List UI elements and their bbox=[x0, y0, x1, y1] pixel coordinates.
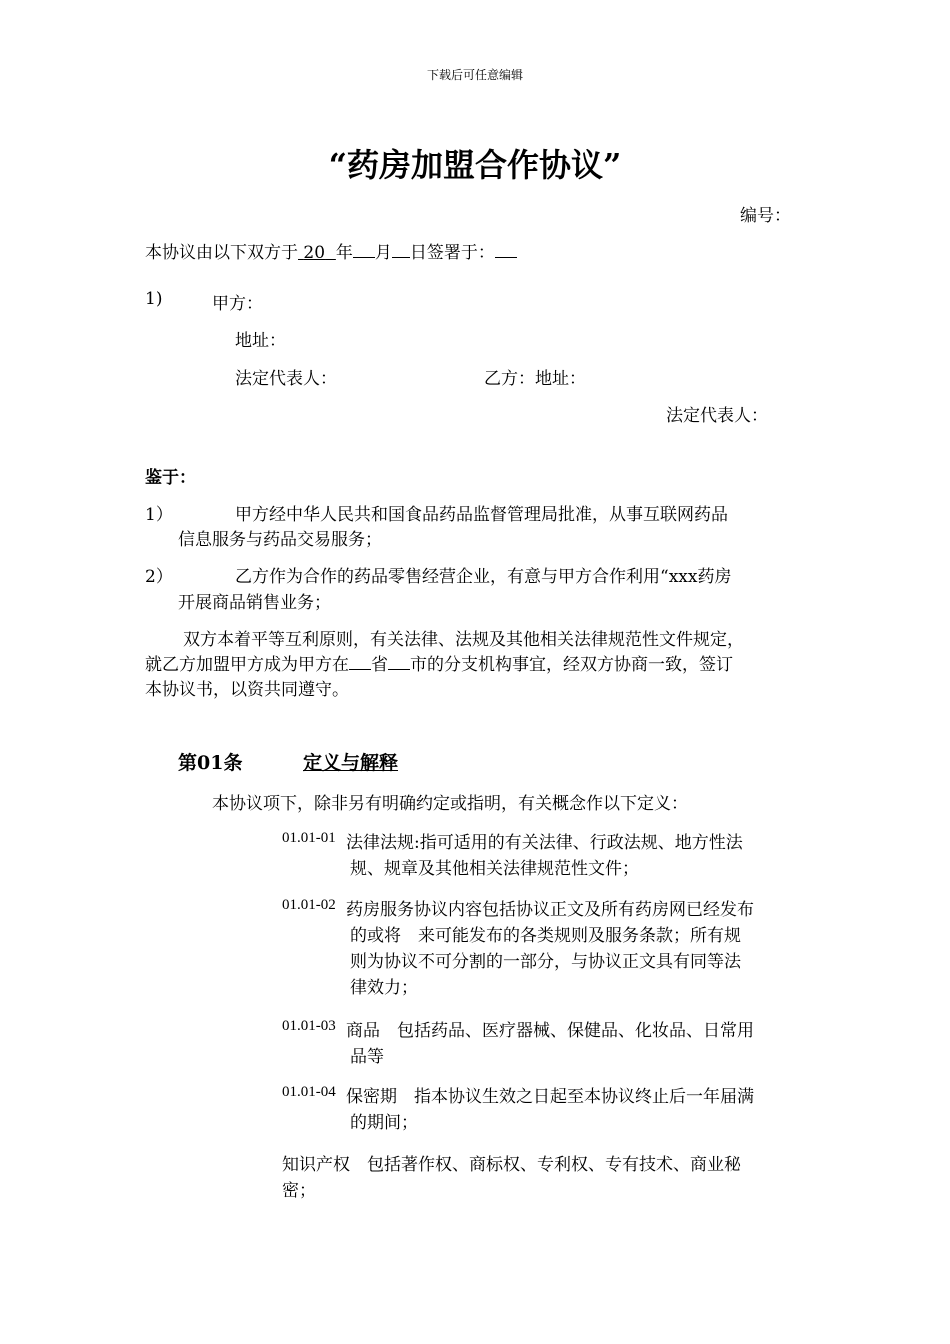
whereas-heading: 鉴于： bbox=[145, 468, 196, 488]
whereas-item1-index: 1） bbox=[145, 505, 173, 525]
whereas-item2-index: 2） bbox=[145, 567, 173, 587]
whereas-item2-line1: 乙方作为合作的药品零售经营企业，有意与甲方合作利用“xxx药房 bbox=[235, 567, 732, 587]
article-title: 定义与解释 bbox=[303, 752, 399, 774]
intro-year-value: 20 bbox=[303, 243, 326, 263]
definition-1-line1: 法律法规:指可适用的有关法律、行政法规、地方性法 bbox=[346, 833, 743, 853]
definition-3-number: 01.01-03 bbox=[282, 1018, 336, 1034]
document-title: “药房加盟合作协议” bbox=[328, 146, 622, 184]
definition-2-line4: 律效力； bbox=[350, 978, 418, 998]
definition-5-line1: 知识产权 包括著作权、商标权、专利权、专有技术、商业秘 bbox=[282, 1155, 741, 1175]
number-label: 编号： bbox=[740, 206, 791, 226]
whereas-item2-line2: 开展商品销售业务； bbox=[178, 593, 331, 613]
whereas-paragraph-line1: 双方本着平等互利原则，有关法律、法规及其他相关法律规范性文件规定， bbox=[183, 630, 744, 650]
whereas-paragraph-line2: 就乙方加盟甲方成为甲方在 省 市的分支机构事宜，经双方协商一致，签订 bbox=[145, 650, 733, 675]
article-intro: 本协议项下，除非另有明确约定或指明，有关概念作以下定义： bbox=[212, 794, 688, 814]
definition-4-number: 01.01-04 bbox=[282, 1084, 336, 1100]
definition-1-line2: 规、规章及其他相关法律规范性文件； bbox=[350, 859, 639, 879]
definition-3-line1: 商品 包括药品、医疗器械、保健品、化妆品、日常用 bbox=[346, 1021, 754, 1041]
definition-2-line1: 药房服务协议内容包括协议正文及所有药房网已经发布 bbox=[346, 900, 754, 920]
whereas-item1-line1: 甲方经中华人民共和国食品药品监督管理局批准，从事互联网药品 bbox=[235, 505, 728, 525]
party-b-address: 乙方：地址： bbox=[484, 369, 586, 389]
intro-year-unit: 年 bbox=[335, 243, 353, 263]
intro-month-unit: 月 bbox=[374, 243, 392, 263]
party-a-legal-rep: 法定代表人： bbox=[235, 369, 337, 389]
party-b-legal-rep: 法定代表人： bbox=[666, 406, 768, 426]
party-a-label: 甲方： bbox=[212, 294, 263, 314]
definition-4-line2: 的期间； bbox=[350, 1113, 418, 1133]
article-number: 第01条 bbox=[178, 752, 243, 774]
definition-2-line3: 则为协议不可分割的一部分，与协议正文具有同等法 bbox=[350, 952, 741, 972]
whereas-paragraph-line3: 本协议书，以资共同遵守。 bbox=[145, 680, 349, 700]
intro-line bbox=[145, 238, 517, 263]
party-index: 1) bbox=[145, 289, 163, 309]
definition-1-number: 01.01-01 bbox=[282, 830, 336, 846]
city-blank bbox=[388, 651, 410, 670]
month-blank bbox=[353, 239, 375, 258]
intro-day-unit: 日签署于： bbox=[409, 243, 495, 263]
definition-4-line1: 保密期 指本协议生效之日起至本协议终止后一年届满 bbox=[346, 1087, 754, 1107]
party-a-address: 地址： bbox=[235, 331, 286, 351]
definition-2-line2: 的或将 来可能发布的各类规则及服务条款；所有规 bbox=[350, 926, 741, 946]
day-blank bbox=[392, 239, 410, 258]
header-note: 下载后可任意编辑 bbox=[426, 68, 523, 82]
definition-3-line2: 品等 bbox=[350, 1047, 384, 1067]
intro-prefix: 本协议由以下双方于 bbox=[145, 243, 298, 263]
place-blank bbox=[495, 239, 517, 258]
province-blank bbox=[349, 651, 371, 670]
whereas-item1-line2: 信息服务与药品交易服务； bbox=[178, 530, 382, 550]
definition-5-line2: 密； bbox=[282, 1181, 316, 1201]
definition-2-number: 01.01-02 bbox=[282, 897, 336, 913]
